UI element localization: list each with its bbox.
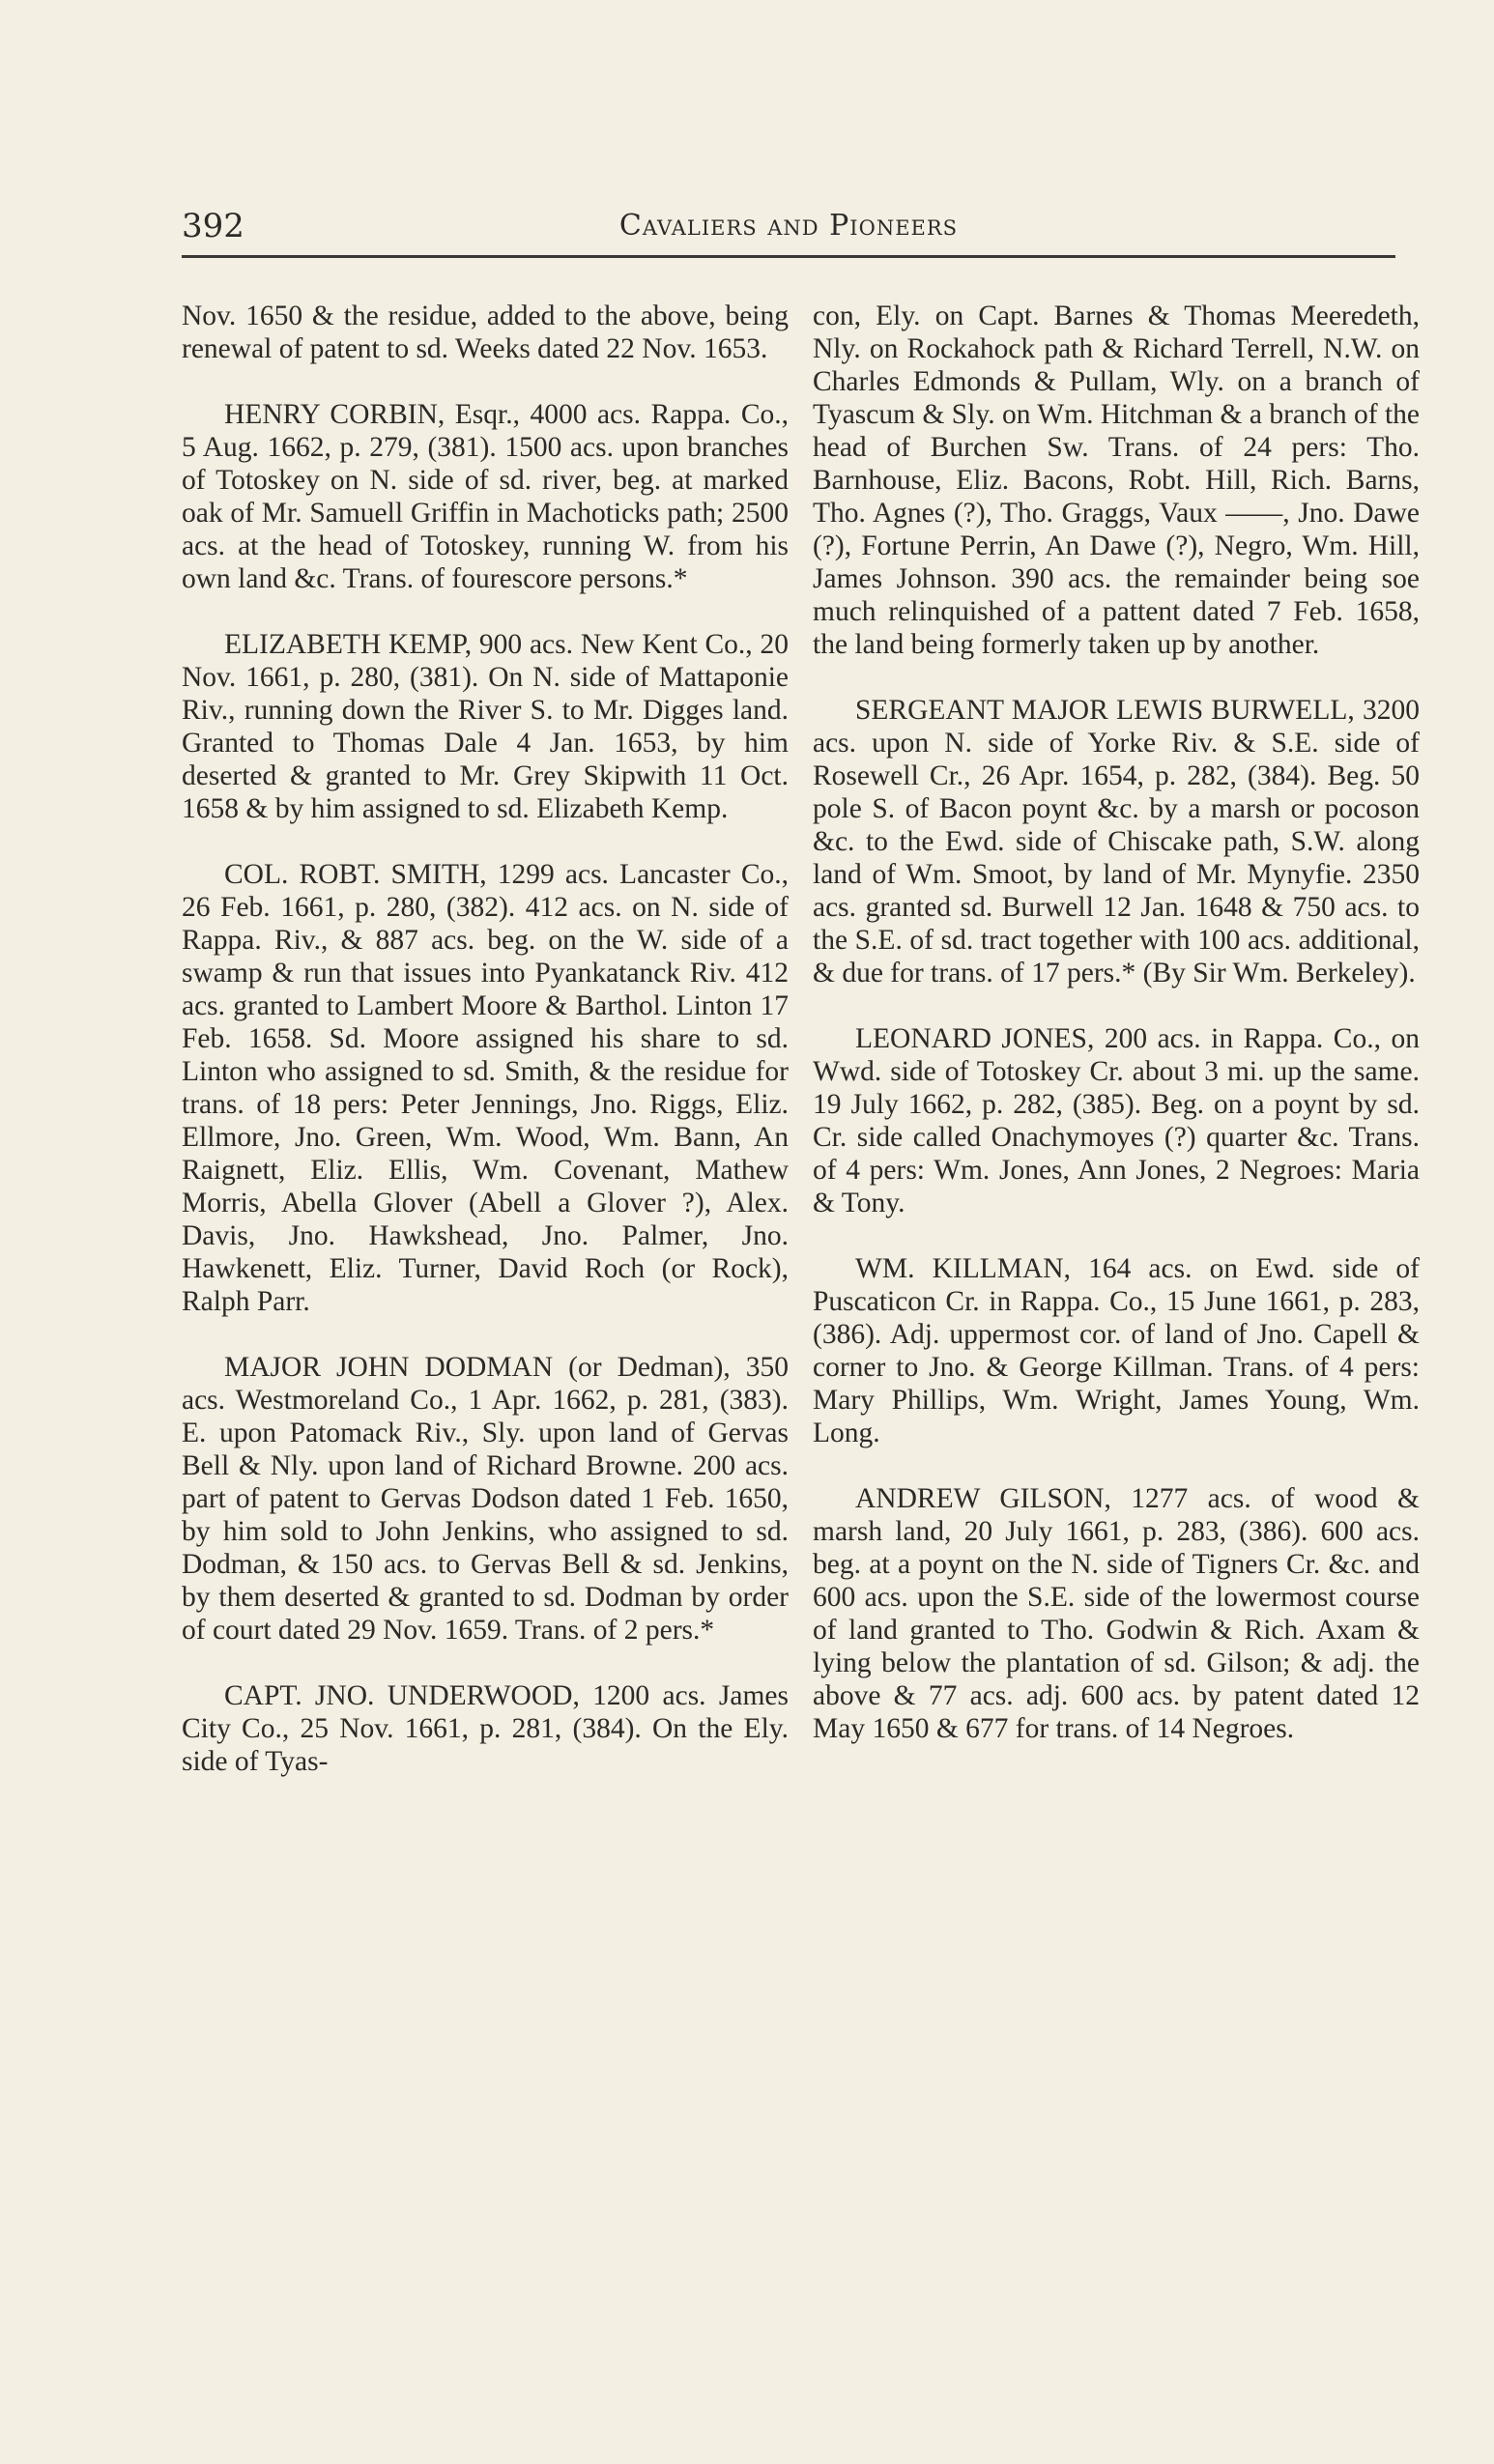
header-rule bbox=[182, 255, 1395, 258]
entry-andrew-gilson: ANDREW GILSON, 1277 acs. of wood & marsh land, 20 July 1661, p. 283, (386). 600 acs. beg. at a poynt on the N. side of Tigners Cr. &c. and 600 acs. upon the S.E. side of the lowermost course of land granted to Tho. Godwin & Rich. Axam & lying below the plantation of sd. Gilson; & adj. the above & 77 acs. adj. 600 acs. by patent dated 12 May 1650 & 677 for trans. of 14 Negroes. bbox=[813, 1483, 1420, 1744]
entry-lewis-burwell: SERGEANT MAJOR LEWIS BURWELL, 3200 acs. upon N. side of Yorke Riv. & S.E. side of Rosewell Cr., 26 Apr. 1654, p. 282, (384). Beg. 50 pole S. of Bacon poynt &c. by a marsh or pocoson &c. to the Ewd. side of Chiscake path, S.W. along land of Wm. Smoot, by land of Mr. Mynyfie. 2350 acs. granted sd. Burwell 12 Jan. 1648 & 750 acs. to the S.E. of sd. tract together with 100 acs. additional, & due for trans. of 17 pers.* (By Sir Wm. Berkeley). bbox=[813, 695, 1420, 988]
right-column bbox=[813, 300, 1420, 1778]
entry-leonard-jones: LEONARD JONES, 200 acs. in Rappa. Co., on Wwd. side of Totoskey Cr. about 3 mi. up the same. 19 July 1662, p. 282, (385). Beg. on a poynt by sd. Cr. side called Onachymoyes (?) quarter &c. Trans. of 4 pers: Wm. Jones, Ann Jones, 2 Negroes: Maria & Tony. bbox=[813, 1023, 1420, 1218]
entry-continuation: Nov. 1650 & the residue, added to the above, being renewal of patent to sd. Weeks dated 22 Nov. 1653. bbox=[182, 301, 789, 364]
page-header bbox=[182, 205, 1395, 249]
entry-elizabeth-kemp: ELIZABETH KEMP, 900 acs. New Kent Co., 20 Nov. 1661, p. 280, (381). On N. side of Mattaponie Riv., running down the River S. to Mr. Digges land. Granted to Thomas Dale 4 Jan. 1653, by him deserted & granted to Mr. Grey Skipwith 11 Oct. 1658 & by him assigned to sd. Elizabeth Kemp. bbox=[182, 629, 789, 824]
entry-john-dodman: MAJOR JOHN DODMAN (or Dedman), 350 acs. Westmoreland Co., 1 Apr. 1662, p. 281, (383). E. upon Patomack Riv., Sly. upon land of Gervas Bell & Nly. upon land of Richard Browne. 200 acs. part of patent to Gervas Dodson dated 1 Feb. 1650, by him sold to John Jenkins, who assigned to sd. Dodman, & 150 acs. to Gervas Bell & sd. Jenkins, by them deserted & granted to sd. Dodman by order of court dated 29 Nov. 1659. Trans. of 2 pers.* bbox=[182, 1352, 789, 1646]
entry-wm-killman: WM. KILLMAN, 164 acs. on Ewd. side of Puscaticon Cr. in Rappa. Co., 15 June 1661, p. 283, (386). Adj. uppermost cor. of land of Jno. Capell & corner to Jno. & George Killman. Trans. of 4 pers: Mary Phillips, Wm. Wright, James Young, Wm. Long. bbox=[813, 1253, 1420, 1448]
page-number: 392 bbox=[182, 207, 244, 245]
left-column bbox=[182, 300, 789, 1811]
entry-jno-underwood-continued: con, Ely. on Capt. Barnes & Thomas Meeredeth, Nly. on Rockahock path & Richard Terrell, N.W. on Charles Edmonds & Pullam, Wly. on a branch of Tyascum & Sly. on Wm. Hitchman & a branch of the head of Burchen Sw. Trans. of 24 pers: Tho. Barnhouse, Eliz. Bacons, Robt. Hill, Rich. Barns, Tho. Agnes (?), Tho. Graggs, Vaux ——, Jno. Dawe (?), Fortune Perrin, An Dawe (?), Negro, Wm. Hill, James Johnson. 390 acs. the remainder being soe much relinquished of a pattent dated 7 Feb. 1658, the land being formerly taken up by another. bbox=[813, 301, 1420, 660]
entry-robt-smith: COL. ROBT. SMITH, 1299 acs. Lancaster Co., 26 Feb. 1661, p. 280, (382). 412 acs. on N. side of Rappa. Riv., & 887 acs. beg. on the W. side of a swamp & run that issues into Pyankatanck Riv. 412 acs. granted to Lambert Moore & Barthol. Linton 17 Feb. 1658. Sd. Moore assigned his share to sd. Linton who assigned to sd. Smith, & the residue for trans. of 18 pers: Peter Jennings, Jno. Riggs, Eliz. Ellmore, Jno. Green, Wm. Wood, Wm. Bann, An Raignett, Eliz. Ellis, Wm. Covenant, Mathew Morris, Abella Glover (Abell a Glover ?), Alex. Davis, Jno. Hawkshead, Jno. Palmer, Jno. Hawkenett, Eliz. Turner, David Roch (or Rock), Ralph Parr. bbox=[182, 859, 789, 1317]
entry-henry-corbin: HENRY CORBIN, Esqr., 4000 acs. Rappa. Co., 5 Aug. 1662, p. 279, (381). 1500 acs. upon branches of Totoskey on N. side of sd. river, beg. at marked oak of Mr. Samuell Griffin in Machoticks path; 2500 acs. at the head of Totoskey, running W. from his own land &c. Trans. of fourescore persons.* bbox=[182, 399, 789, 594]
entry-jno-underwood: CAPT. JNO. UNDERWOOD, 1200 acs. James City Co., 25 Nov. 1661, p. 281, (384). On the Ely. side of Tyas- bbox=[182, 1680, 789, 1777]
running-title: Cavaliers and Pioneers bbox=[618, 209, 959, 243]
